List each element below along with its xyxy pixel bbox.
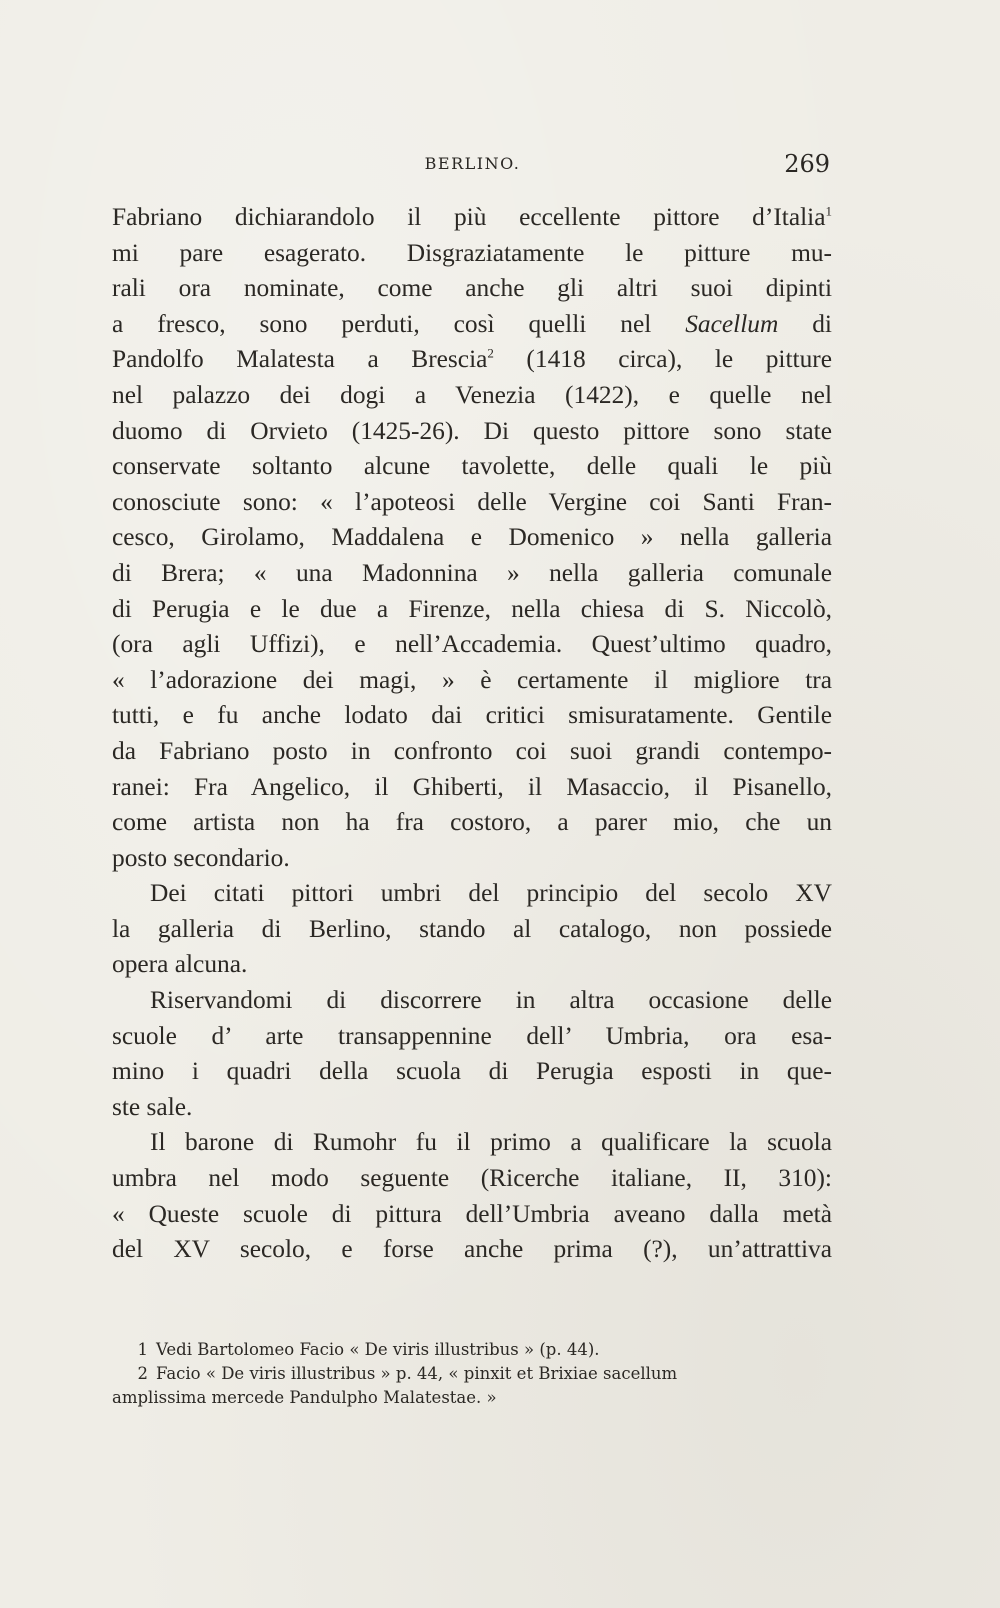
running-head: [115, 150, 830, 190]
footnote-text: Facio « De viris illustribus » p. 44, « pinxit et Brixiae sacellum: [156, 1364, 678, 1383]
text-line: da Fabriano posto in confronto coi suoi grandi contempo-: [112, 736, 832, 765]
text-line: ste sale.: [112, 1092, 193, 1121]
footnote-1: [112, 1338, 832, 1362]
text-line: di Perugia e le due a Firenze, nella chiesa di S. Niccolò,: [112, 594, 832, 623]
text-line: mino i quadri della scuola di Perugia esposti in que-: [112, 1057, 832, 1086]
footnote-ref-2: 2: [487, 345, 494, 361]
text-line: cesco, Girolamo, Maddalena e Domenico » nella galleria: [112, 523, 832, 552]
text-line: conosciute sono: « l’apoteosi delle Vergine coi Santi Fran-: [112, 487, 832, 516]
footnotes: [112, 1338, 832, 1410]
text-line: umbra nel modo seguente (Ricerche italiane, II, 310):: [112, 1164, 832, 1193]
text-line: scuole d’ arte transappennine dell’ Umbria, ora esa-: [112, 1021, 832, 1050]
footnote-mark: 2: [137, 1364, 148, 1383]
paragraph-4: [112, 1125, 832, 1267]
text-line: tutti, e fu anche lodato dai critici smisuratamente. Gentile: [112, 701, 832, 730]
page-number: 269: [784, 150, 830, 178]
text-line: Pandolfo Malatesta a Brescia$^2$ (1418 circa), le pitture: [112, 345, 832, 374]
text-line: rali ora nominate, come anche gli altri suoi dipinti: [112, 274, 832, 303]
text-line: opera alcuna.: [112, 950, 248, 979]
text-line: mi pare esagerato. Disgraziatamente le pitture mu-: [112, 238, 832, 267]
text-line: del XV secolo, e forse anche prima (?), un’attrattiva: [112, 1235, 832, 1264]
italic-term: Sacellum: [685, 309, 779, 338]
text-line: ranei: Fra Angelico, il Ghiberti, il Masaccio, il Pisanello,: [112, 772, 832, 801]
text-line: Dei citati pittori umbri del principio del secolo XV: [150, 879, 832, 908]
text-line: la galleria di Berlino, stando al catalogo, non possiede: [112, 914, 832, 943]
text-line: Riservandomi di discorrere in altra occasione delle: [150, 986, 832, 1015]
paragraph-3: [112, 983, 832, 1125]
text-line: (ora agli Uffizi), e nell’Accademia. Quest’ultimo quadro,: [112, 630, 832, 659]
text-line: nel palazzo dei dogi a Venezia (1422), e quelle nel: [112, 380, 832, 409]
footnote-ref-1: 1: [825, 203, 832, 219]
text-line: Fabriano dichiarandolo il più eccellente pittore d’Italia$^1$: [112, 203, 832, 231]
footnote-text: Vedi Bartolomeo Facio « De viris illustribus » (p. 44).: [156, 1340, 600, 1359]
text-line: posto secondario.: [112, 843, 290, 872]
text-line: « Queste scuole di pittura dell’Umbria aveano dalla metà: [112, 1199, 832, 1228]
paragraph-2: [112, 876, 832, 983]
running-title: BERLINO.: [424, 154, 521, 173]
paragraph-1: [112, 200, 832, 876]
footnote-mark: 1: [137, 1340, 148, 1359]
footnote-continuation: amplissima mercede Pandulpho Malatestae. »: [112, 1388, 497, 1407]
text-line: a fresco, sono perduti, così quelli nel Sacellum di: [112, 309, 832, 338]
footnote-2: [112, 1362, 832, 1410]
text-line: « l’adorazione dei magi, » è certamente il migliore tra: [112, 665, 832, 694]
text-line: conservate soltanto alcune tavolette, delle quali le più: [112, 452, 832, 481]
text-line: duomo di Orvieto (1425-26). Di questo pittore sono state: [112, 416, 832, 445]
text-line: come artista non ha fra costoro, a parer mio, che un: [112, 808, 832, 837]
text-line: di Brera; « una Madonnina » nella galleria comunale: [112, 558, 832, 587]
text-line: Il barone di Rumohr fu il primo a qualificare la scuola: [150, 1128, 832, 1157]
body-text: [112, 200, 832, 1268]
